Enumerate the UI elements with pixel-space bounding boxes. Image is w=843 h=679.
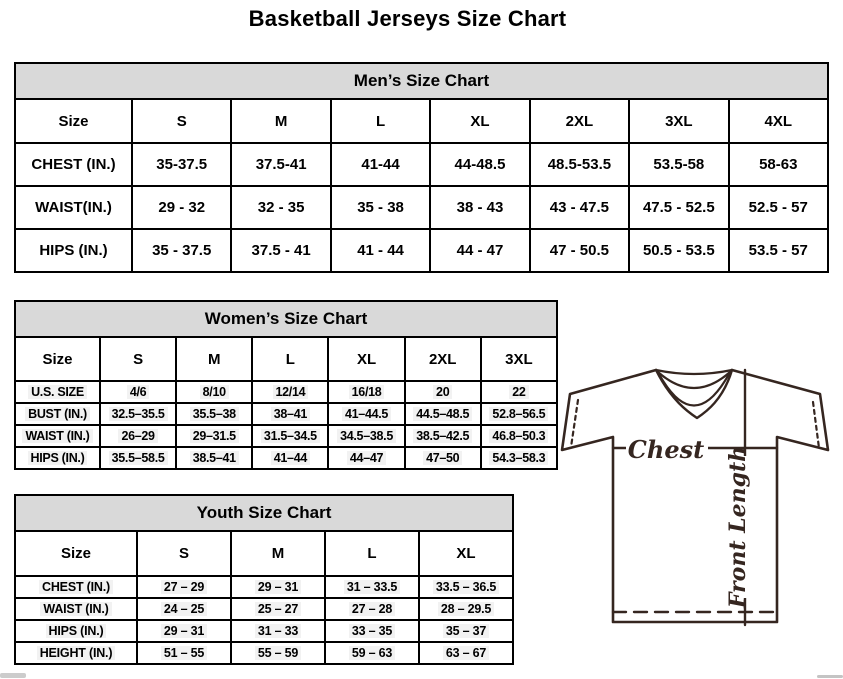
size-value-cell: 34.5–38.5 [328, 425, 404, 447]
size-value-cell: 51 – 55 [137, 642, 231, 664]
size-header: M [176, 337, 252, 381]
size-value-cell: 38 - 43 [430, 186, 529, 229]
size-header: 3XL [629, 99, 728, 143]
size-value-cell: 47–50 [405, 447, 481, 469]
size-header-row [15, 99, 828, 143]
size-value-cell: 20 [405, 381, 481, 403]
youth-size-chart-section [14, 494, 514, 665]
measurement-label: CHEST (IN.) [15, 143, 132, 186]
mens-size-chart-section [14, 62, 829, 273]
size-value-cell: 47.5 - 52.5 [629, 186, 728, 229]
size-header: 2XL [405, 337, 481, 381]
size-value-cell: 44–47 [328, 447, 404, 469]
size-value-cell: 31 – 33.5 [325, 576, 419, 598]
table-row [15, 447, 557, 469]
size-value-cell: 63 – 67 [419, 642, 513, 664]
size-value-cell: 44-48.5 [430, 143, 529, 186]
size-value-cell: 32.5–35.5 [100, 403, 176, 425]
size-column-header: Size [15, 531, 137, 576]
measurement-label: WAIST(IN.) [15, 186, 132, 229]
table-row [15, 186, 828, 229]
size-value-cell: 37.5 - 41 [231, 229, 330, 272]
size-value-cell: 53.5-58 [629, 143, 728, 186]
size-header: L [331, 99, 430, 143]
size-value-cell: 55 – 59 [231, 642, 325, 664]
size-value-cell: 44 - 47 [430, 229, 529, 272]
measurement-label: WAIST (IN.) [15, 425, 100, 447]
size-header: S [132, 99, 231, 143]
size-value-cell: 47 - 50.5 [530, 229, 629, 272]
size-value-cell: 32 - 35 [231, 186, 330, 229]
size-value-cell: 24 – 25 [137, 598, 231, 620]
size-column-header: Size [15, 99, 132, 143]
table-row [15, 425, 557, 447]
size-value-cell: 29 – 31 [137, 620, 231, 642]
size-value-cell: 29 – 31 [231, 576, 325, 598]
size-value-cell: 27 – 29 [137, 576, 231, 598]
measurement-label: HIPS (IN.) [15, 447, 100, 469]
size-value-cell: 29–31.5 [176, 425, 252, 447]
hscrollbar-thumb[interactable] [0, 673, 26, 678]
size-value-cell: 33 – 35 [325, 620, 419, 642]
size-header: 2XL [530, 99, 629, 143]
size-value-cell: 35 - 37.5 [132, 229, 231, 272]
size-value-cell: 59 – 63 [325, 642, 419, 664]
measurement-label: U.S. SIZE [15, 381, 100, 403]
size-value-cell: 35 - 38 [331, 186, 430, 229]
size-value-cell: 35 – 37 [419, 620, 513, 642]
size-value-cell: 35-37.5 [132, 143, 231, 186]
measurement-label: HIPS (IN.) [15, 620, 137, 642]
size-value-cell: 33.5 – 36.5 [419, 576, 513, 598]
womens-size-chart-section [14, 300, 558, 470]
chest-label: Chest [627, 435, 705, 464]
womens-size-table [14, 336, 558, 470]
size-value-cell: 41–44 [252, 447, 328, 469]
size-header: XL [419, 531, 513, 576]
size-value-cell: 41 - 44 [331, 229, 430, 272]
size-header: XL [430, 99, 529, 143]
size-value-cell: 38.5–41 [176, 447, 252, 469]
size-value-cell: 27 – 28 [325, 598, 419, 620]
size-value-cell: 52.5 - 57 [729, 186, 828, 229]
size-value-cell: 31 – 33 [231, 620, 325, 642]
measurement-label: WAIST (IN.) [15, 598, 137, 620]
size-value-cell: 22 [481, 381, 557, 403]
size-value-cell: 35.5–38 [176, 403, 252, 425]
jersey-measurement-diagram [556, 360, 840, 630]
size-value-cell: 48.5-53.5 [530, 143, 629, 186]
size-value-cell: 38–41 [252, 403, 328, 425]
size-value-cell: 31.5–34.5 [252, 425, 328, 447]
size-value-cell: 4/6 [100, 381, 176, 403]
page-title: Basketball Jerseys Size Chart [248, 6, 567, 31]
measurement-label: HIPS (IN.) [15, 229, 132, 272]
size-value-cell: 52.8–56.5 [481, 403, 557, 425]
front-length-label: Front Length [725, 445, 751, 609]
size-value-cell: 58-63 [729, 143, 828, 186]
table-row [15, 642, 513, 664]
womens-chart-header: Women’s Size Chart [14, 300, 558, 338]
size-header-row [15, 337, 557, 381]
table-row [15, 403, 557, 425]
size-value-cell: 54.3–58.3 [481, 447, 557, 469]
size-value-cell: 50.5 - 53.5 [629, 229, 728, 272]
size-header: S [100, 337, 176, 381]
size-column-header: Size [15, 337, 100, 381]
size-header: L [252, 337, 328, 381]
size-value-cell: 29 - 32 [132, 186, 231, 229]
size-value-cell: 12/14 [252, 381, 328, 403]
size-value-cell: 35.5–58.5 [100, 447, 176, 469]
size-header: XL [328, 337, 404, 381]
size-header: M [231, 531, 325, 576]
size-value-cell: 38.5–42.5 [405, 425, 481, 447]
mens-size-table [14, 98, 829, 273]
size-header: L [325, 531, 419, 576]
jersey-outline [562, 370, 828, 622]
size-value-cell: 26–29 [100, 425, 176, 447]
table-row [15, 229, 828, 272]
table-row [15, 576, 513, 598]
size-header-row [15, 531, 513, 576]
size-value-cell: 37.5-41 [231, 143, 330, 186]
youth-chart-header: Youth Size Chart [14, 494, 514, 532]
measurement-label: HEIGHT (IN.) [15, 642, 137, 664]
size-value-cell: 41-44 [331, 143, 430, 186]
size-header: 4XL [729, 99, 828, 143]
mens-chart-header: Men’s Size Chart [14, 62, 829, 100]
hscrollbar-track-fragment[interactable] [817, 675, 843, 678]
measurement-label: BUST (IN.) [15, 403, 100, 425]
size-header: 3XL [481, 337, 557, 381]
size-value-cell: 28 – 29.5 [419, 598, 513, 620]
size-value-cell: 25 – 27 [231, 598, 325, 620]
size-value-cell: 53.5 - 57 [729, 229, 828, 272]
size-header: M [231, 99, 330, 143]
size-value-cell: 16/18 [328, 381, 404, 403]
size-value-cell: 44.5–48.5 [405, 403, 481, 425]
table-row [15, 143, 828, 186]
table-row [15, 381, 557, 403]
measurement-label: CHEST (IN.) [15, 576, 137, 598]
size-value-cell: 41–44.5 [328, 403, 404, 425]
size-value-cell: 8/10 [176, 381, 252, 403]
size-value-cell: 46.8–50.3 [481, 425, 557, 447]
size-value-cell: 43 - 47.5 [530, 186, 629, 229]
table-row [15, 598, 513, 620]
table-row [15, 620, 513, 642]
size-header: S [137, 531, 231, 576]
youth-size-table [14, 530, 514, 665]
